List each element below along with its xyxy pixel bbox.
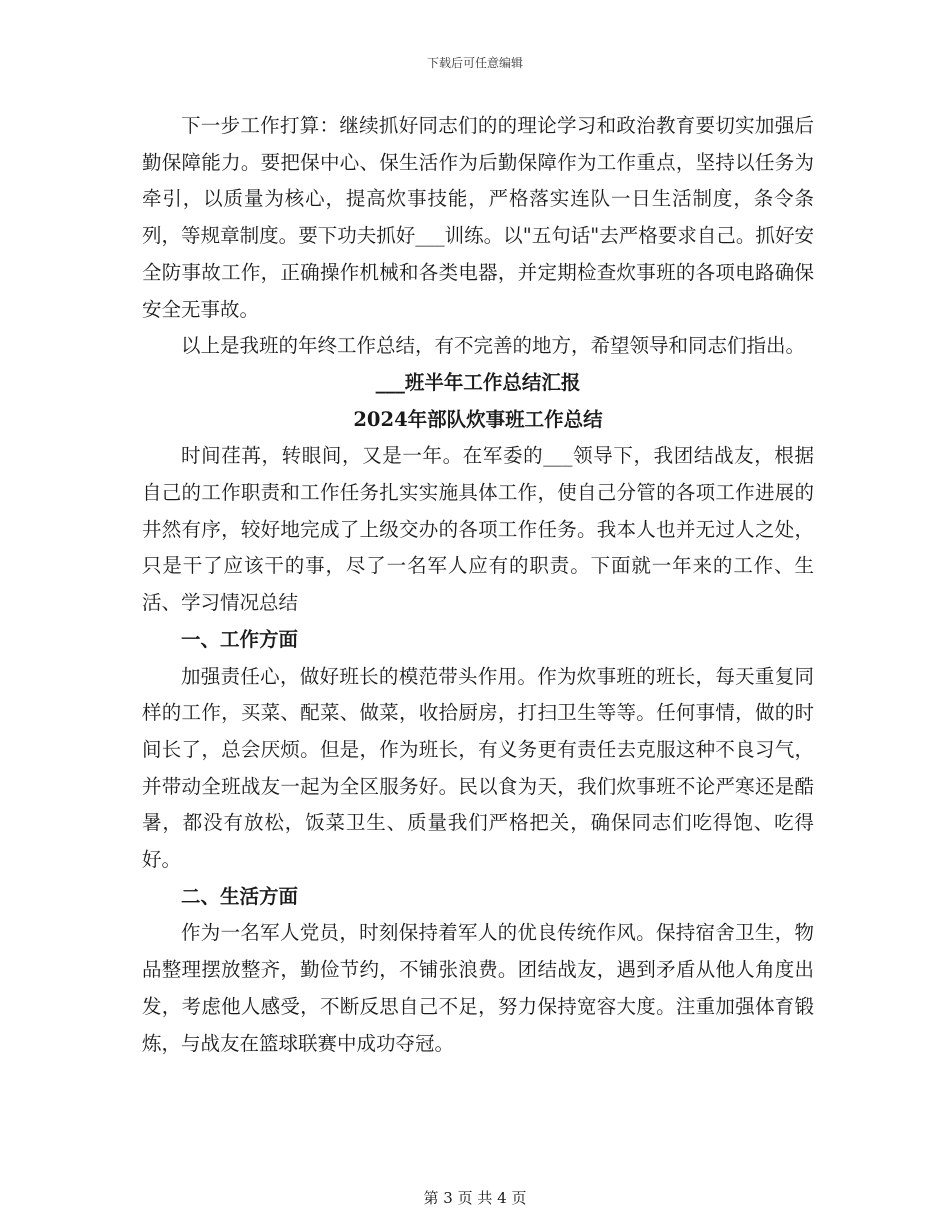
paragraph-next-steps: 下一步工作打算：继续抓好同志们的的理论学习和政治教育要切实加强后勤保障能力。要把保中心、保生活作为后勤保障作为工作重点，坚持以任务为牵引，以质量为核心，提高炊事技能，严格落实连队一日生活制度，条令条列，等规章制度。要下功夫抓好___训练。以"五句话"去严格要求自己。抓好安全防事故工作，正确操作机械和各类电器，并定期检查炊事班的各项电路确保安全无事故。 <box>142 114 814 321</box>
page-header: 下载后可任意编辑 <box>426 56 523 70</box>
paragraph-work: 加强责任心，做好班长的模范带头作用。作为炊事班的班长，每天重复同样的工作，买菜、配菜、做菜，收拾厨房，打扫卫生等等。任何事情，做的时间长了，总会厌烦。但是，作为班长，有义务更有责任去克服这种不良习气，并带动全班战友一起为全区服务好。民以食为天，我们炊事班不论严寒还是酷暑，都没有放松，饭菜卫生、质量我们严格把关，确保同志们吃得饱、吃得好。 <box>142 664 814 872</box>
paragraph-life: 作为一名军人党员，时刻保持着军人的优良传统作风。保持宿舍卫生，物品整理摆放整齐，勤俭节约，不铺张浪费。团结战友，遇到矛盾从他人角度出发，考虑他人感受，不断反思自己不足，努力保持宽容大度。注重加强体育锻炼，与战友在篮球联赛中成功夺冠。 <box>142 921 814 1055</box>
paragraph-conclusion: 以上是我班的年终工作总结，有不完善的地方，希望领导和同志们指出。 <box>181 334 806 358</box>
page-footer: 第 3 页 共 4 页 <box>423 1189 527 1207</box>
document-body <box>142 108 814 1062</box>
document-title-half-year: ___班半年工作总结汇报 <box>375 370 581 394</box>
section-heading-life: 二、生活方面 <box>181 884 299 908</box>
paragraph-intro: 时间荏苒，转眼间，又是一年。在军委的___领导下，我团结战友，根据自己的工作职责和工作任务扎实实施具体工作，使自己分管的各项工作进展的井然有序，较好地完成了上级交办的各项工作任务。我本人也并无过人之处，只是干了应该干的事，尽了一名军人应有的职责。下面就一年来的工作、生活、学习情况总结 <box>142 444 814 615</box>
document-title-annual: 2024年部队炊事班工作总结 <box>353 407 603 431</box>
section-heading-work: 一、工作方面 <box>181 627 299 651</box>
